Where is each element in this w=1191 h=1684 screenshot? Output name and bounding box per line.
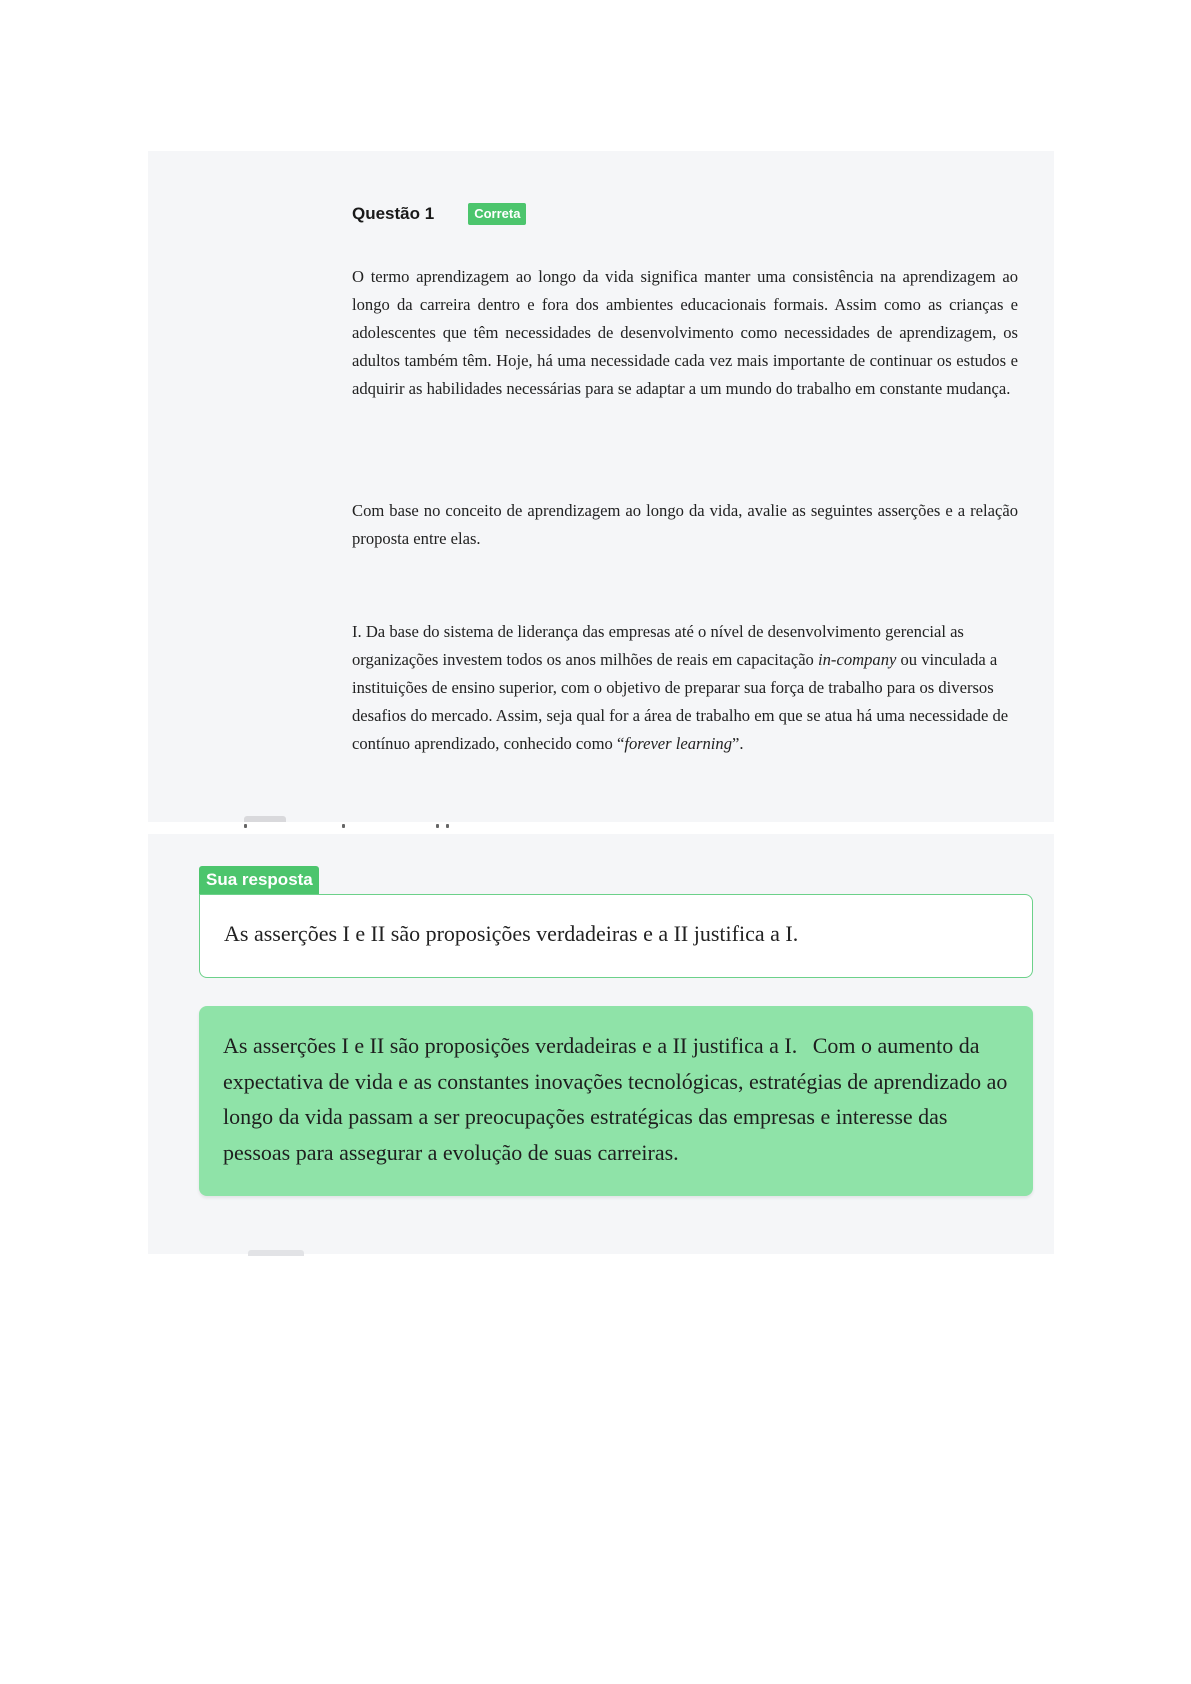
correct-feedback-box <box>199 1006 1033 1196</box>
question-title: Questão 1 <box>352 204 435 223</box>
question-context-paragraph: O termo aprendizagem ao longo da vida significa manter uma consistência na aprendizagem ao longo da carreira dentro e fora dos ambientes educacionais formais. Assim como as crianças e adolescentes que têm necessidades de desenvolvimento como necessidades de aprendizagem, os adultos também têm. Hoje, há uma necessidade cada vez mais importante de continuar os estudos e adquirir as habilidades necessárias para se adaptar a um mundo do trabalho em constante mudança. <box>352 267 1018 398</box>
feedback-answer: As asserções I e II são proposições verdadeiras e a II justifica a I. <box>223 1033 798 1058</box>
feedback-text <box>223 1028 1013 1170</box>
question-panel <box>148 151 1054 822</box>
question-prompt-paragraph: Com base no conceito de aprendizagem ao longo da vida, avalie as seguintes asserções e a relação proposta entre elas. <box>352 501 1018 548</box>
your-answer-box <box>199 894 1033 978</box>
feedback-explanation: Com o aumento da expectativa de vida e as constantes inovações tecnológicas, estratégias de aprendizado ao longo da vida passam a ser preocupações estratégicas das empresas e interesse das pessoas para assegurar a evolução de suas carreiras. <box>223 1033 1008 1165</box>
assertion-1-text-a: I. Da base do sistema de liderança das empresas até o nível de desenvolvimento gerencial as organizações investem todos os anos milhões de reais em capacitação <box>352 622 964 669</box>
your-answer-label: Sua resposta <box>199 866 319 894</box>
scroll-tab-marker-bottom <box>248 1250 304 1256</box>
assertion-1-italic-forever-learning: forever learning <box>624 734 733 753</box>
question-header <box>352 201 526 227</box>
your-answer-text: As asserções I e II são proposições verdadeiras e a II justifica a I. <box>224 921 799 946</box>
cropped-text-fragment <box>244 824 584 838</box>
correct-status-badge: Correta <box>468 203 526 225</box>
assertion-1-italic-in-company: in-company <box>818 650 897 669</box>
assertion-1-text-b: ou vinculada a instituições de ensino superior, com o objetivo de preparar sua força de trabalho para os diversos desafios do mercado. Assim, seja qual for a área de trabalho em que se atua há uma necessidade de contínuo aprendizado, conhecido como “ <box>352 650 1009 753</box>
assertion-1-paragraph <box>352 618 1018 758</box>
scroll-tab-marker <box>244 816 286 822</box>
assertion-1-text-c: ”. <box>732 734 744 753</box>
answer-panel <box>148 834 1054 1254</box>
